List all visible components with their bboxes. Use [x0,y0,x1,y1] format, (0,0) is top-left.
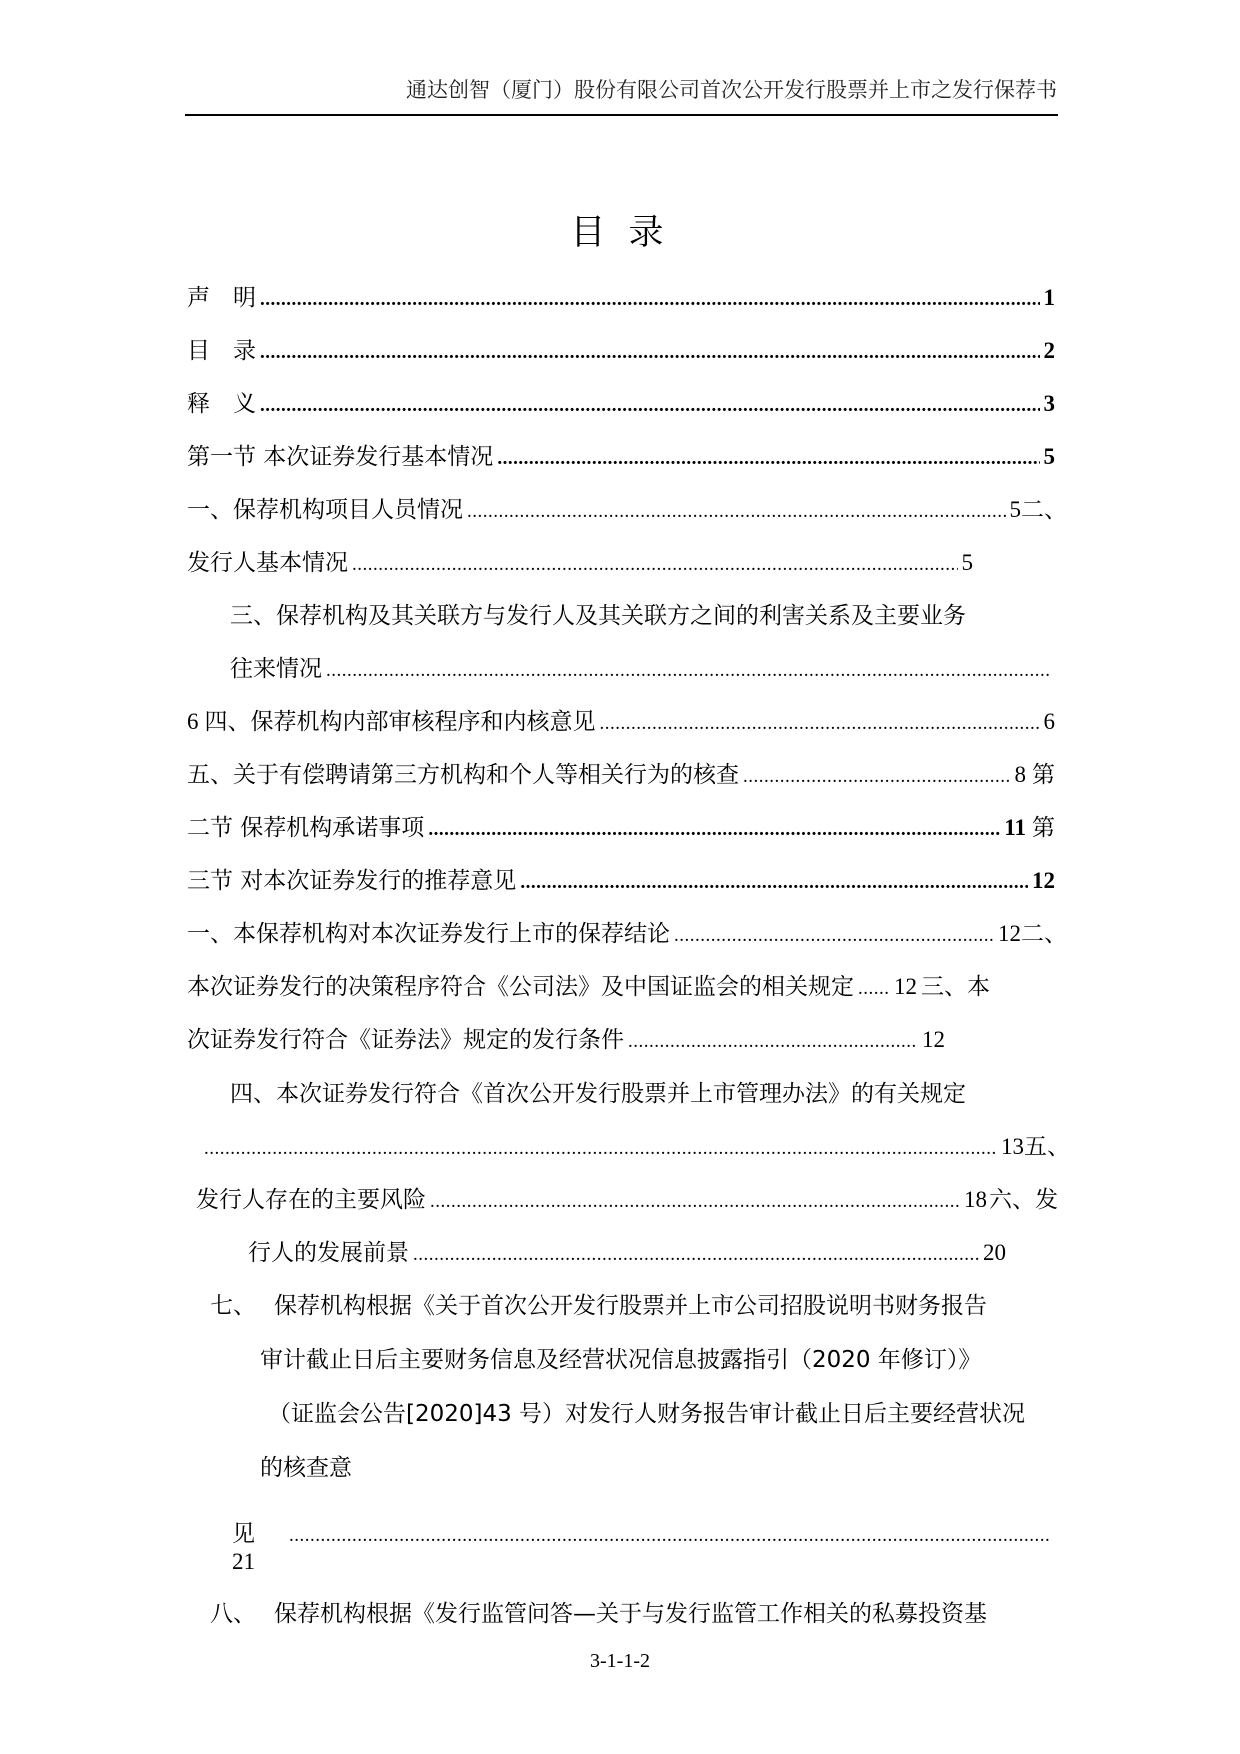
toc-entry-text[interactable] [260,1338,1060,1382]
toc-entry-lead: 6 [187,709,199,734]
toc-leader-dots [204,1127,997,1171]
toc-entry-page: 5 [1043,444,1055,469]
toc-entry-label: 次证券发行符合《证券法》规定的发行条件 [187,1027,624,1053]
toc-entry-label: 目 录 [187,338,256,364]
toc-leader-dots [260,384,1040,428]
toc-entry-page: 8 [1014,762,1026,787]
toc-entry-page: 11 [1004,815,1026,840]
toc-entry-label: 保荐机构根据《关于首次公开发行股票并上市公司招股说明书财务报告 [274,1293,987,1319]
toc-entry-label: （证监会公告[2020]43 号）对发行人财务报告审计截止日后主要经营状况 [268,1401,1026,1427]
toc-entry[interactable] [232,1512,1055,1556]
toc-entry-label: 释 义 [187,391,256,417]
toc-entry-tail: 第 [1032,762,1055,788]
toc-entry[interactable] [187,700,1055,744]
toc-leader-dots [326,649,1051,693]
toc-entry-label: 保荐机构根据《发行监管问答—关于与发行监管工作相关的私募投资基 [274,1601,987,1627]
toc-entry-label: 声 明 [187,285,256,311]
toc-entry-number: 七、 [210,1293,256,1319]
running-header: 通达创智（厦门）股份有限公司首次公开发行股票并上市之发行保荐书 [406,78,1057,102]
toc-entry-number: 八、 [210,1601,256,1627]
toc-entry[interactable] [196,1178,1058,1222]
toc-leader-dots [413,1233,979,1277]
toc-entry-label: 三、保荐机构及其关联方与发行人及其关联方之间的利害关系及主要业务 [230,603,966,629]
toc-entry[interactable] [187,965,1055,1009]
toc-leader-dots [628,1020,918,1064]
toc-entry-label: 第一节 本次证券发行基本情况 [187,444,494,470]
toc-leader-dots [260,331,1040,375]
toc-leader-dots [743,755,1011,799]
toc-leader-dots [260,278,1040,322]
toc-entry[interactable] [187,329,1055,373]
toc-entry[interactable] [187,435,1055,479]
toc-entry-label: 四、本次证券发行符合《首次公开发行股票并上市管理办法》的有关规定 [230,1081,966,1107]
toc-leader-dots [520,861,1028,905]
toc-entry[interactable] [187,541,973,585]
toc-entry-label: 的核查意 [260,1455,352,1481]
toc-entry-page: 12 [922,1027,945,1052]
toc-leader-dots [497,437,1039,481]
toc-entry[interactable] [248,1231,1006,1275]
toc-entry-tail: 二、 [1021,921,1067,947]
toc-leader-dots [289,1514,1051,1558]
toc-entry[interactable] [187,806,1055,850]
toc-entry-text[interactable] [268,1392,1068,1436]
toc-entry-page: 12 [1032,868,1055,893]
toc-entry-page: 5 [961,550,973,575]
toc-entry-tail: 三、本 [921,974,990,1000]
toc-entry-page: 6 [1043,709,1055,734]
toc-entry-label: 五、关于有偿聘请第三方机构和个人等相关行为的核查 [187,762,739,788]
toc-entry-text[interactable] [230,594,1060,638]
toc-entry-label: 四、保荐机构内部审核程序和内核意见 [204,709,596,735]
toc-entry-page: 5 [1009,497,1021,522]
toc-entry[interactable] [187,488,1067,532]
toc-entry-label: 发行人基本情况 [187,550,348,576]
toc-entry-tail: 二、 [1021,497,1067,523]
toc-entry[interactable] [200,1125,1070,1169]
page-title: 目 录 [570,213,670,253]
toc-entry[interactable] [187,382,1055,426]
toc-entry-label: 一、本保荐机构对本次证券发行上市的保荐结论 [187,921,670,947]
toc-entry[interactable] [187,276,1055,320]
toc-leader-dots [600,702,1040,746]
toc-entry-label: 本次证券发行的决策程序符合《公司法》及中国证监会的相关规定 [187,974,854,1000]
toc-entry-page: 3 [1043,391,1055,416]
toc-entry-tail: 五、 [1024,1134,1070,1160]
toc-entry-page: 12 [998,921,1021,946]
toc-leader-dots [467,490,1006,534]
toc-leader-dots [858,967,890,1011]
toc-entry[interactable] [187,753,1055,797]
toc-entry-label: 往来情况 [230,656,322,682]
toc-entry[interactable] [230,647,1055,691]
toc-entry-page: 12 [894,974,917,999]
toc-entry-label: 发行人存在的主要风险 [196,1187,426,1213]
toc-entry-page: 2 [1043,338,1055,363]
toc-leader-dots [428,808,1000,852]
toc-entry-page: 1 [1043,285,1055,310]
toc-entry-page-wrapped[interactable] [232,1540,332,1584]
toc-entry-label: 审计截止日后主要财务信息及经营状况信息披露指引（2020 年修订）》 [260,1347,982,1373]
toc-entry[interactable] [187,859,1055,903]
toc-entry-label: 二节 保荐机构承诺事项 [187,815,425,841]
toc-entry-page: 13 [1001,1134,1024,1159]
toc-entry-page: 20 [983,1240,1006,1265]
page-number-footer: 3-1-1-2 [590,1650,650,1672]
toc-entry-label: 见 [232,1521,255,1547]
toc-entry-text[interactable] [210,1284,1060,1328]
toc-entry-label: 行人的发展前景 [248,1240,409,1266]
toc-leader-dots [430,1180,960,1224]
toc-leader-dots [674,914,994,958]
toc-leader-dots [352,543,958,587]
toc-entry-page: 18 [964,1187,987,1212]
header-rule [185,114,1058,116]
toc-entry[interactable] [187,912,1067,956]
toc-entry-text[interactable] [260,1446,660,1490]
toc-entry-tail: 六、发 [989,1187,1058,1213]
toc-entry-text[interactable] [230,1072,1060,1116]
toc-entry-label: 三节 对本次证券发行的推荐意见 [187,868,517,894]
toc-entry[interactable] [187,1018,945,1062]
toc-entry-tail: 第 [1032,815,1055,841]
toc-entry-page: 21 [232,1549,255,1574]
toc-entry-label: 一、保荐机构项目人员情况 [187,497,463,523]
toc-entry-text[interactable] [210,1592,1060,1636]
